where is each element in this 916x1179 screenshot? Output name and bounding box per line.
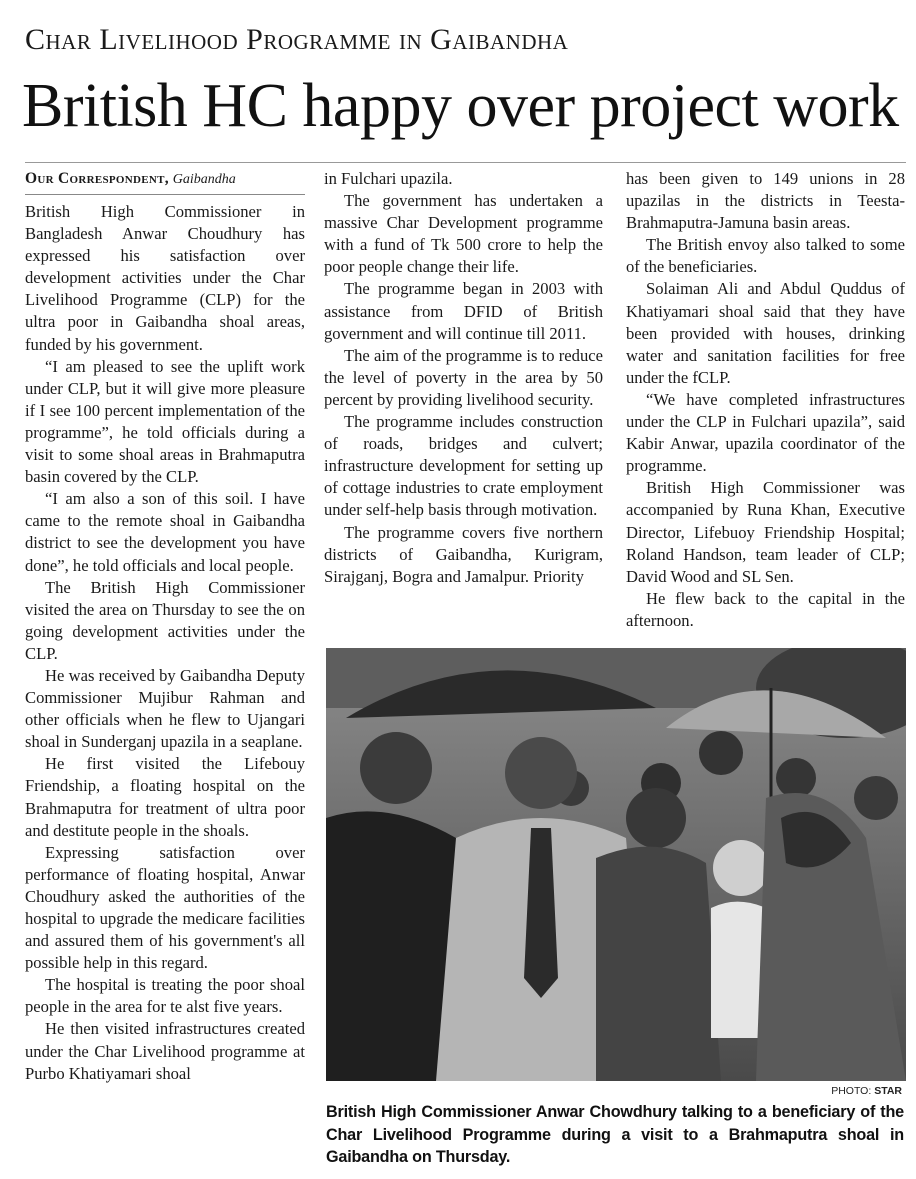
paragraph: in Fulchari upazila. xyxy=(324,169,453,188)
photo-caption: British High Commissioner Anwar Chowdhury talking to a beneficiary of the Char Livelihood Programme during a visit to a Brahmaputra shoal in Gaibandha on Thursday. xyxy=(326,1103,904,1166)
news-photo xyxy=(326,648,906,1081)
paragraph: The programme covers five northern districts of Gaibandha, Kurigram, Sirajganj, Bogra and Jamalpur. Priority xyxy=(324,522,603,586)
byline xyxy=(25,168,305,195)
byline-location: Gaibandha xyxy=(172,172,236,187)
headline-rule xyxy=(25,162,906,163)
paragraph: He flew back to the capital in the afternoon. xyxy=(626,588,905,630)
paragraph: has been given to 149 unions in 28 upazilas in the districts in Teesta-Brahmaputra-Jamuna basin areas. xyxy=(626,169,905,233)
paragraph: The British envoy also talked to some of the beneficiaries. xyxy=(626,235,905,277)
paragraph: The British High Commissioner visited the area on Thursday to see the on going development activities under the CLP. xyxy=(25,577,305,663)
paragraph: “We have completed infrastructures under the CLP in Fulchari upazila”, said Kabir Anwar, upazila coordinator of the programme. xyxy=(626,389,905,476)
kicker-heading: Char Livelihood Programme in Gaibandha xyxy=(25,23,569,56)
paragraph: He first visited the Lifebouy Friendship, a floating hospital on the Brahmaputra for treatment of ultra poor and destitute people in the shoals. xyxy=(25,754,305,840)
article-column-2 xyxy=(324,168,603,588)
article-column-3 xyxy=(626,168,905,632)
paragraph: He was received by Gaibandha Deputy Commissioner Mujibur Rahman and other officials when he flew to Ujangari shoal in Sunderganj upazila in a seaplane. xyxy=(25,665,305,752)
photo-illustration xyxy=(326,648,906,1081)
paragraph: “I am pleased to see the uplift work under CLP, but it will give more pleasure if I see 100 percent implementation of the programme”, he told officials during a visit to some shoal areas in Brahmaputra basin covered by the CLP. xyxy=(25,356,305,487)
paragraph: British High Commissioner in Bangladesh Anwar Choudhury has expressed his satisfaction over development activities under the Char Livelihood Programme (CLP) for the ultra poor in Gaibandha shoal areas, funded by his government. xyxy=(25,202,305,354)
paragraph: He then visited infrastructures created under the Char Livelihood programme at Purbo Khatiyamari shoal xyxy=(25,1019,305,1083)
article-column-1 xyxy=(25,168,305,1085)
photo-credit xyxy=(326,1085,902,1097)
photo-credit-label: PHOTO: xyxy=(831,1085,872,1097)
paragraph: British High Commissioner was accompanied by Runa Khan, Executive Director, Lifebuoy Friendship Hospital; Roland Handson, team leader of CLP; David Wood and SL Sen. xyxy=(626,478,905,586)
photo-credit-source: STAR xyxy=(874,1085,902,1097)
paragraph: The programme includes construction of roads, bridges and culvert; infrastructure development for setting up of cottage industries to crate employment under self-help basis through motivation. xyxy=(324,412,603,520)
paragraph: The aim of the programme is to reduce the level of poverty in the area by 50 percent by providing livelihood security. xyxy=(324,345,603,409)
headline: British HC happy over project work xyxy=(22,72,899,140)
paragraph: Expressing satisfaction over performance of floating hospital, Anwar Choudhury asked the authorities of the hospital to upgrade the medicare facilities and assured them of his government's all possible help in this regard. xyxy=(25,842,305,973)
paragraph: The government has undertaken a massive Char Development programme with a fund of Tk 500 crore to help the poor people change their life. xyxy=(324,191,603,277)
paragraph: “I am also a son of this soil. I have came to the remote shoal in Gaibandha district to see the development you have done”, he told officials and local people. xyxy=(25,489,305,575)
paragraph: The programme began in 2003 with assistance from DFID of British government and will continue till 2011. xyxy=(324,279,603,343)
paragraph: Solaiman Ali and Abdul Quddus of Khatiyamari shoal said that they have been provided with houses, drinking water and sanitation facilities for free under the fCLP. xyxy=(626,279,905,387)
byline-author: Our Correspondent, xyxy=(25,170,169,187)
paragraph: The hospital is treating the poor shoal people in the area for te alst five years. xyxy=(25,975,305,1017)
